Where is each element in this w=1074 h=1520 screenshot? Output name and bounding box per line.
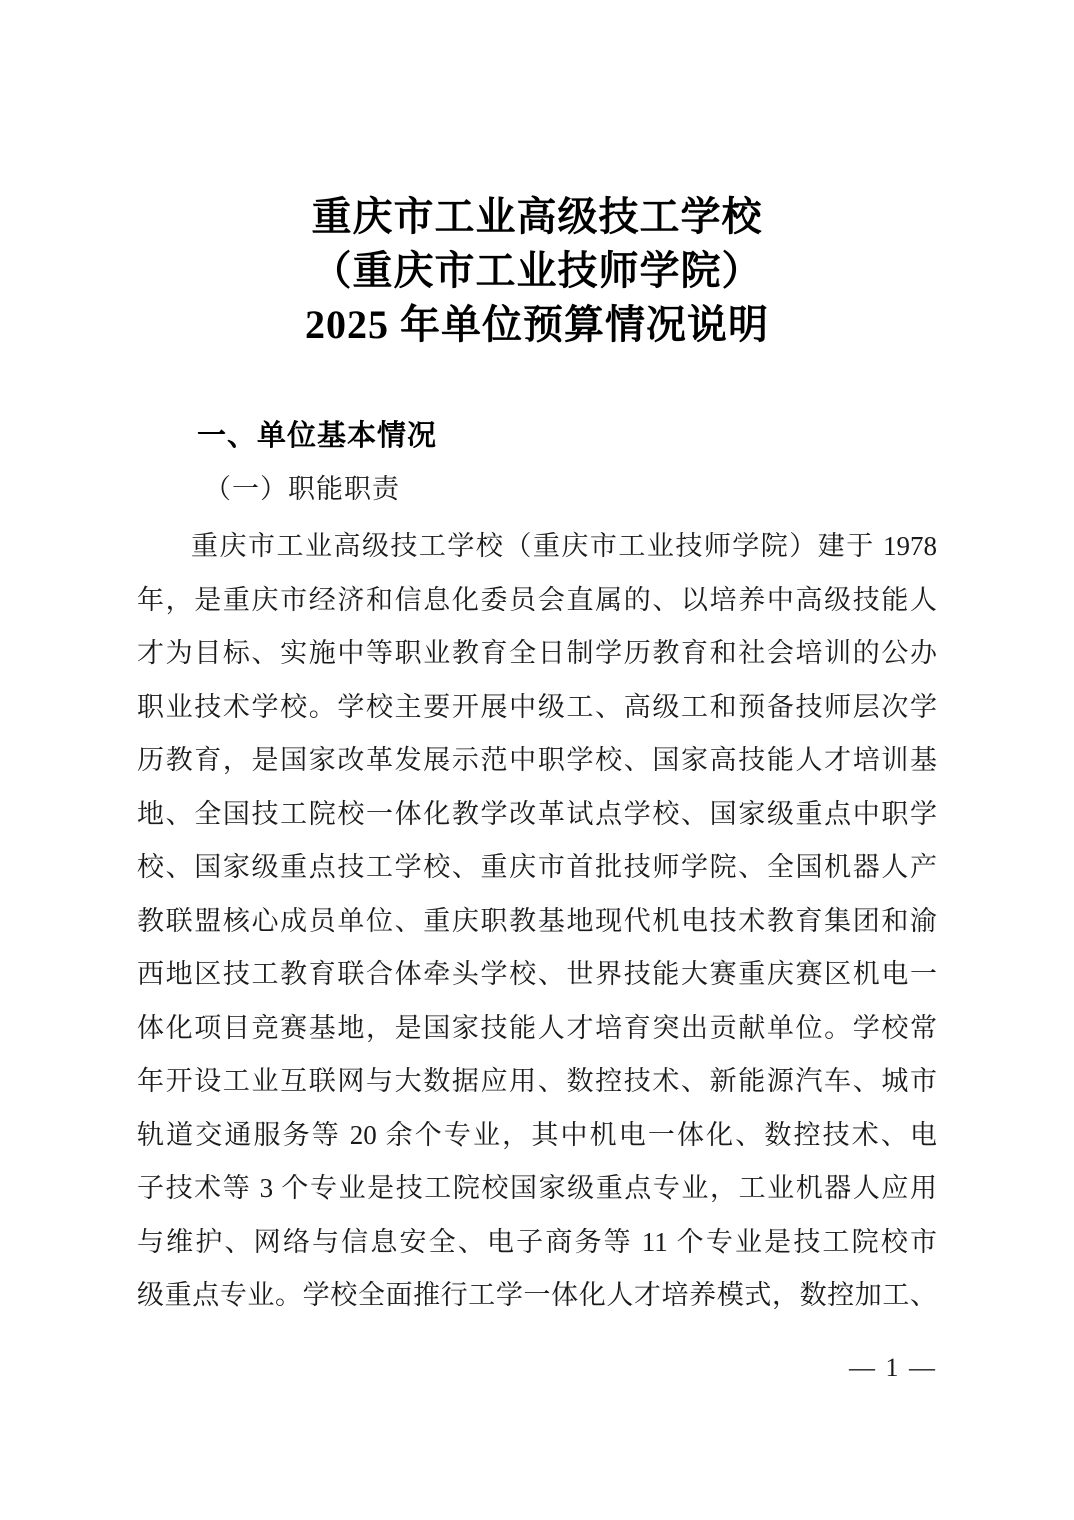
body-text-line: 才为目标、实施中等职业教育全日制学历教育和社会培训的公办 — [137, 638, 937, 668]
body-text-line: 级重点专业。学校全面推行工学一体化人才培养模式，数控加工、 — [137, 1280, 937, 1310]
title-line-1: 重庆市工业高级技工学校 — [311, 194, 763, 239]
subsection-heading: （一）职能职责 — [204, 474, 400, 504]
page-number: — 1 — — [849, 1353, 937, 1382]
document-title — [0, 190, 1074, 352]
body-text-line: 与维护、网络与信息安全、电子商务等 11 个专业是技工院校市 — [137, 1226, 937, 1257]
title-line-2: （重庆市工业技师学院） — [311, 248, 763, 293]
body-text-line: 年开设工业互联网与大数据应用、数控技术、新能源汽车、城市 — [137, 1066, 937, 1096]
body-text-line: 子技术等 3 个专业是技工院校国家级重点专业，工业机器人应用 — [137, 1173, 937, 1203]
body-text-line: 教联盟核心成员单位、重庆职教基地现代机电技术教育集团和渝 — [137, 905, 937, 936]
body-text-line: 西地区技工教育联合体牵头学校、世界技能大赛重庆赛区机电一 — [137, 959, 937, 989]
body-text-line: 体化项目竞赛基地，是国家技能人才培育突出贡献单位。学校常 — [137, 1012, 937, 1043]
body-text-line: 年，是重庆市经济和信息化委员会直属的、以培养中高级技能人 — [137, 584, 937, 615]
body-text-line: 重庆市工业高级技工学校（重庆市工业技师学院）建于 1978 — [191, 531, 937, 561]
body-text-line: 历教育，是国家改革发展示范中职学校、国家高技能人才培训基 — [137, 745, 937, 775]
body-text-line: 职业技术学校。学校主要开展中级工、高级工和预备技师层次学 — [137, 691, 937, 722]
body-paragraph — [137, 520, 937, 1323]
body-text-line: 轨道交通服务等 20 余个专业，其中机电一体化、数控技术、电 — [137, 1119, 937, 1150]
section-heading: 一、单位基本情况 — [197, 420, 438, 452]
body-text-line: 校、国家级重点技工学校、重庆市首批技师学院、全国机器人产 — [137, 852, 937, 882]
body-text-line: 地、全国技工院校一体化教学改革试点学校、国家级重点中职学 — [137, 798, 937, 829]
title-line-3: 2025 年单位预算情况说明 — [305, 302, 769, 347]
